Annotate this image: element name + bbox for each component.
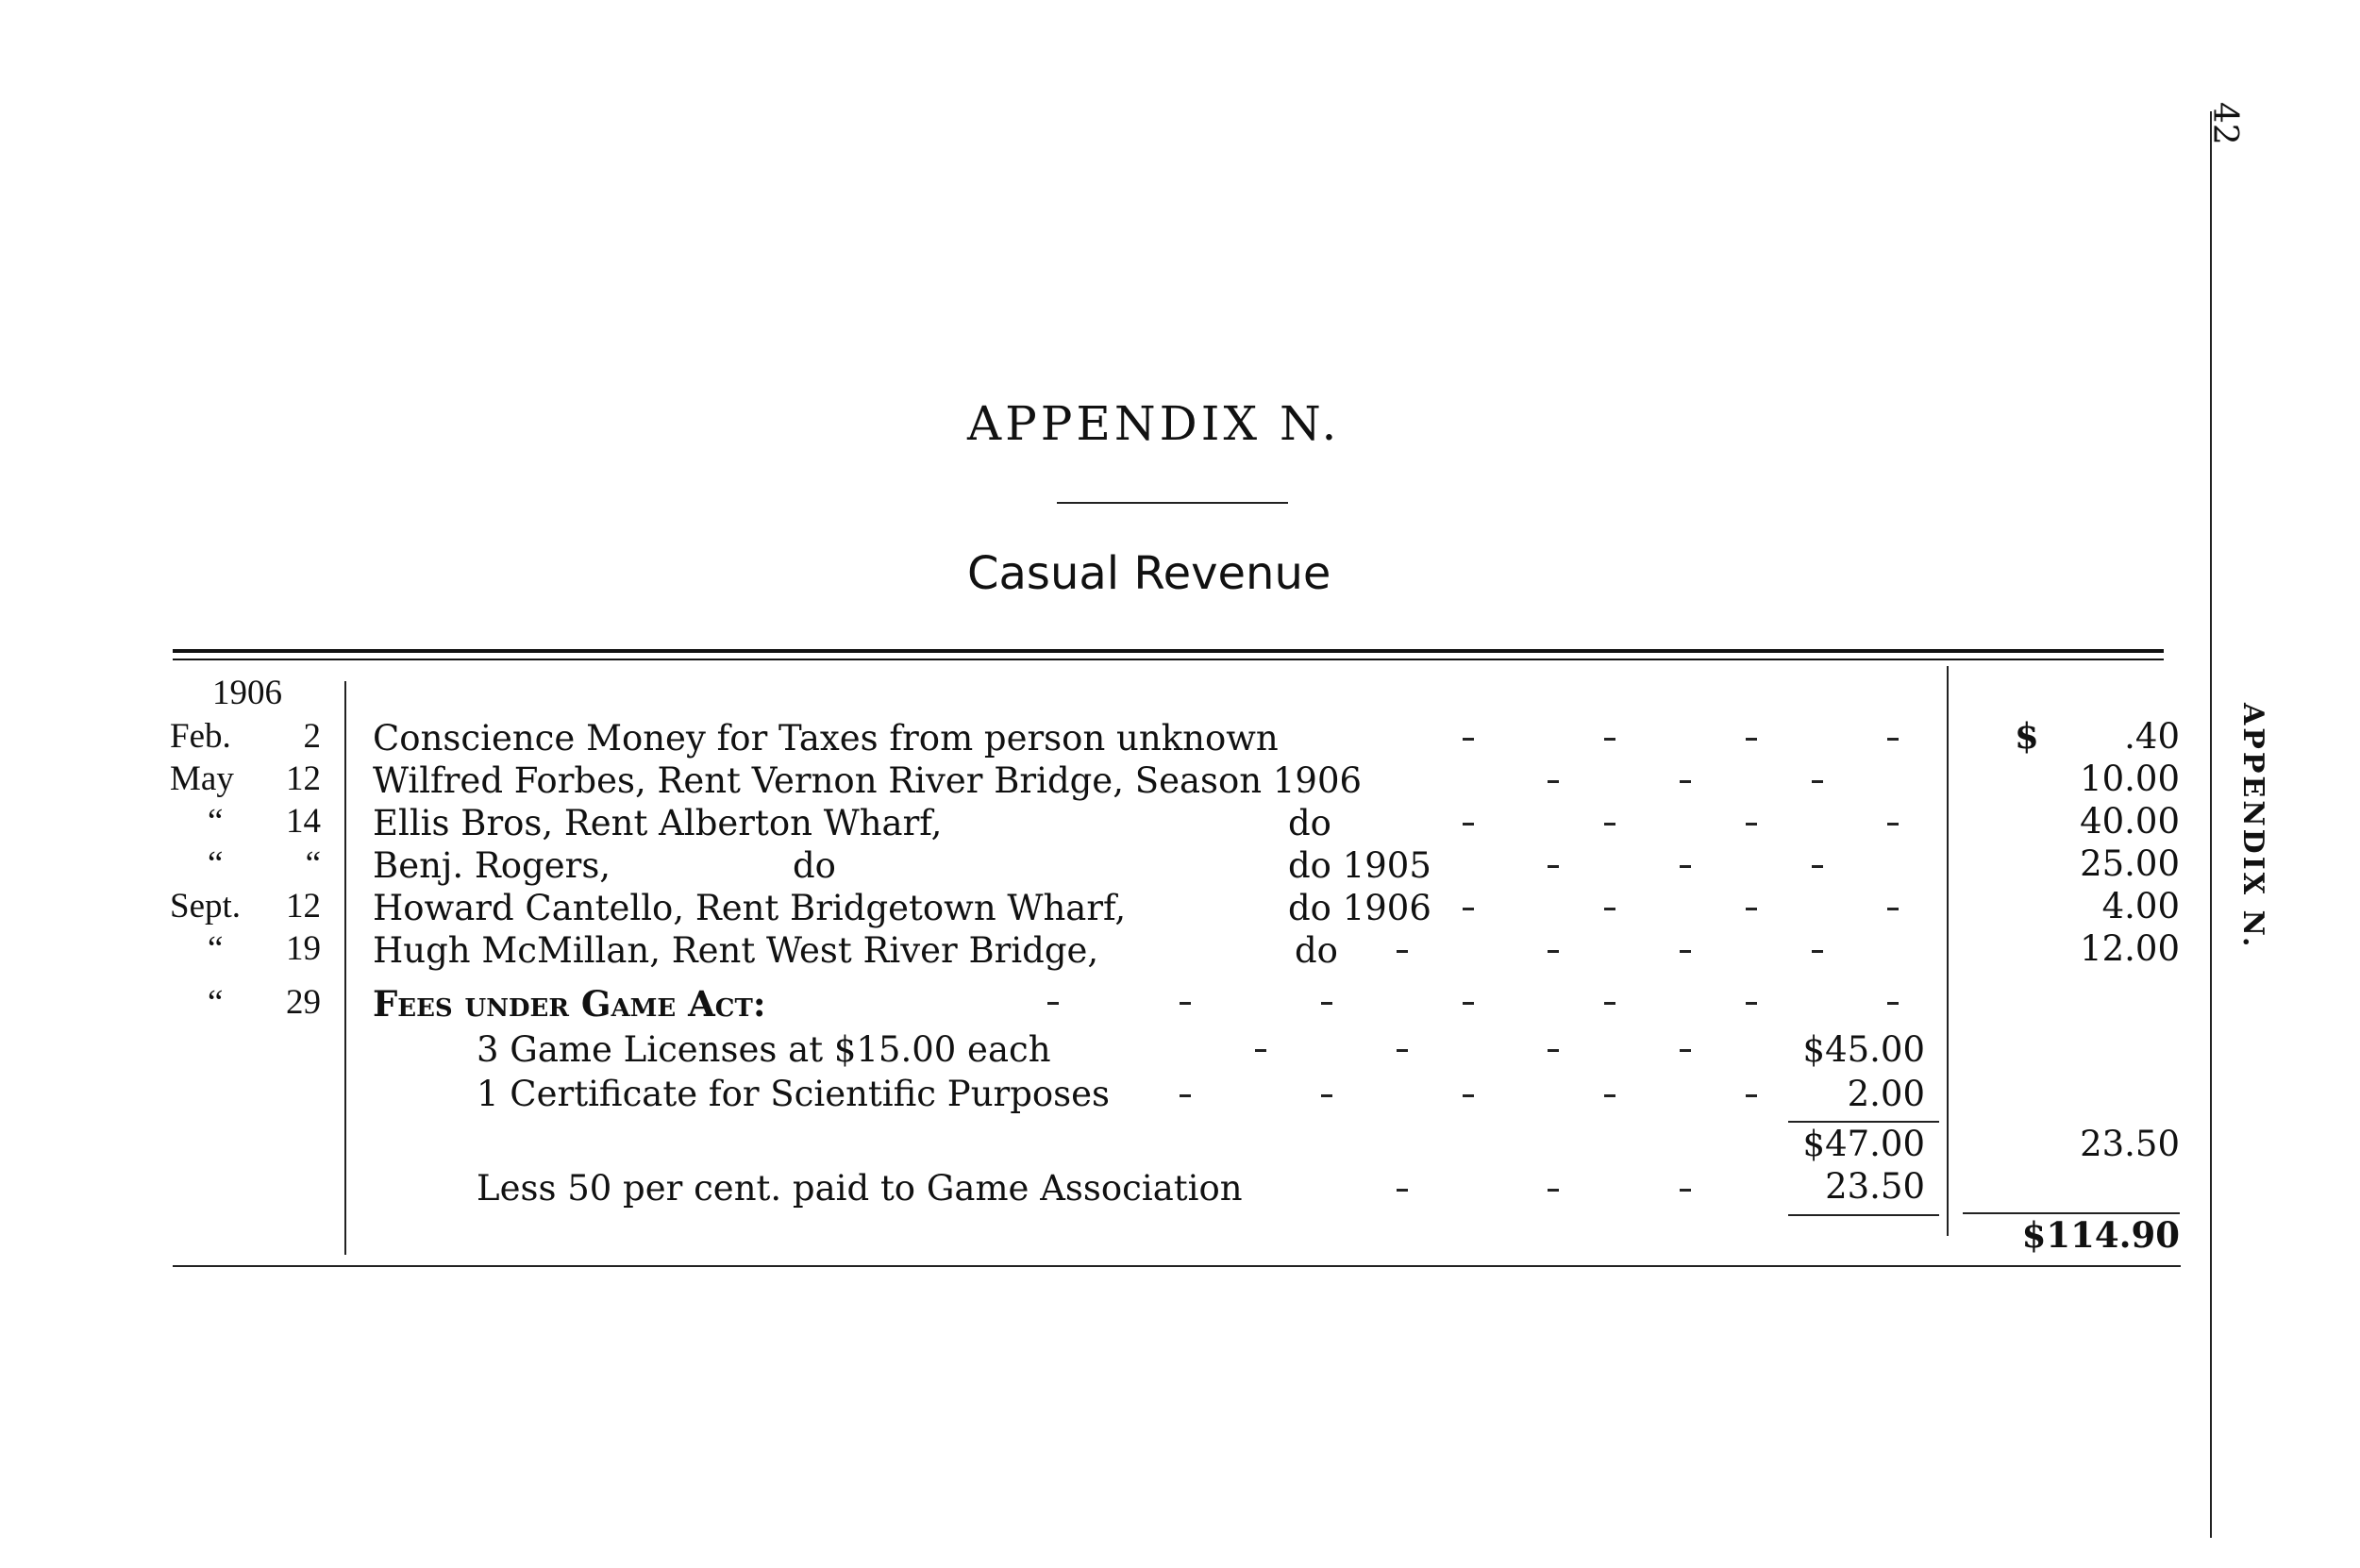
- leader-dash: [1321, 1094, 1332, 1097]
- table-bottom-rule: [173, 1265, 2181, 1267]
- row-amount: 12.00: [2080, 928, 2180, 969]
- row-day: 12: [286, 759, 321, 798]
- section-heading: Fees under Game Act:: [373, 983, 766, 1025]
- leader-dash: [1463, 823, 1474, 826]
- leader-dash: [1397, 950, 1408, 953]
- table-top-rule-thin: [173, 659, 2164, 660]
- less-rule: [1788, 1214, 1939, 1216]
- leader-dash: [1746, 823, 1757, 826]
- leader-dash: [1548, 1189, 1559, 1192]
- leader-dash: [1255, 1049, 1266, 1052]
- row-month: “: [208, 983, 224, 1022]
- row-month: Sept.: [170, 887, 242, 926]
- leader-dash: [1463, 1002, 1474, 1005]
- row-ref: do: [1288, 803, 1331, 843]
- page-title: APPENDIX N.: [967, 396, 1341, 451]
- row-day: “: [305, 844, 321, 883]
- row-month: “: [208, 802, 224, 841]
- less-amount: 23.50: [1825, 1166, 1925, 1207]
- leader-dash: [1746, 1094, 1757, 1097]
- leader-dash: [1604, 1094, 1615, 1097]
- leader-dash: [1180, 1002, 1191, 1005]
- side-heading: APPENDIX N.: [2236, 703, 2269, 950]
- game-item-description: 1 Certificate for Scientific Purposes: [477, 1074, 1111, 1114]
- game-item-description: 3 Game Licenses at $15.00 each: [477, 1029, 1051, 1070]
- leader-dash: [1680, 950, 1691, 953]
- leader-dash: [1680, 1049, 1691, 1052]
- row-month: “: [208, 844, 224, 883]
- row-ref: do: [1295, 930, 1338, 971]
- row-ref: do 1906: [1288, 888, 1431, 928]
- row-ditto: do: [793, 845, 836, 886]
- leader-dash: [1548, 865, 1559, 868]
- row-month: May: [170, 759, 234, 798]
- row-day: 12: [286, 887, 321, 926]
- row-description: Howard Cantello, Rent Bridgetown Wharf,: [373, 888, 1127, 928]
- leader-dash: [1680, 1189, 1691, 1192]
- leader-dash: [1812, 865, 1823, 868]
- leader-dash: [1887, 1002, 1899, 1005]
- leader-dash: [1397, 1049, 1408, 1052]
- amount-column-divider: [1947, 666, 1949, 1236]
- row-day: 29: [286, 983, 321, 1022]
- leader-dash: [1604, 738, 1615, 741]
- currency-symbol: $: [2015, 715, 2039, 757]
- game-item-amount: $45.00: [1802, 1029, 1925, 1070]
- year-header: 1906: [212, 674, 282, 712]
- row-ref: do 1905: [1288, 845, 1431, 886]
- page-subtitle: Casual Revenue: [967, 547, 1331, 600]
- row-month: “: [208, 929, 224, 968]
- row-description: Ellis Bros, Rent Alberton Wharf,: [373, 803, 943, 843]
- leader-dash: [1548, 780, 1559, 783]
- less-description: Less 50 per cent. paid to Game Association: [477, 1168, 1243, 1209]
- leader-dash: [1812, 950, 1823, 953]
- row-description: Benj. Rogers,: [373, 845, 611, 886]
- leader-dash: [1463, 1094, 1474, 1097]
- leader-dash: [1397, 1189, 1408, 1192]
- row-month: Feb.: [170, 717, 231, 756]
- leader-dash: [1746, 908, 1757, 910]
- row-amount: 4.00: [2101, 886, 2180, 926]
- leader-dash: [1812, 780, 1823, 783]
- margin-rule: [2210, 111, 2212, 1538]
- leader-dash: [1604, 1002, 1615, 1005]
- row-day: 14: [286, 802, 321, 841]
- leader-dash: [1887, 823, 1899, 826]
- leader-dash: [1887, 908, 1899, 910]
- leader-dash: [1047, 1002, 1059, 1005]
- row-description: Conscience Money for Taxes from person unknown: [373, 718, 1279, 759]
- leader-dash: [1887, 738, 1899, 741]
- row-amount: 10.00: [2080, 759, 2180, 799]
- leader-dash: [1463, 908, 1474, 910]
- table-top-rule: [173, 649, 2164, 653]
- leader-dash: [1680, 865, 1691, 868]
- grand-total: $114.90: [2021, 1214, 2180, 1256]
- page-number: 42: [2205, 102, 2244, 145]
- leader-dash: [1548, 1049, 1559, 1052]
- row-day: 19: [286, 929, 321, 968]
- leader-dash: [1746, 738, 1757, 741]
- subtotal-amount: $47.00: [1802, 1124, 1925, 1164]
- game-item-amount: 2.00: [1847, 1074, 1925, 1114]
- leader-dash: [1548, 950, 1559, 953]
- row-day: 2: [303, 717, 321, 756]
- row-amount: 25.00: [2080, 843, 2180, 884]
- leader-dash: [1680, 780, 1691, 783]
- row-amount: 40.00: [2080, 801, 2180, 842]
- leader-dash: [1604, 823, 1615, 826]
- leader-dash: [1180, 1094, 1191, 1097]
- title-divider: [1057, 502, 1288, 504]
- game-net-amount: 23.50: [2080, 1124, 2180, 1164]
- leader-dash: [1604, 908, 1615, 910]
- date-column-divider: [344, 681, 346, 1255]
- row-description: Wilfred Forbes, Rent Vernon River Bridge, Season 1906: [373, 760, 1363, 801]
- leader-dash: [1463, 738, 1474, 741]
- row-description: Hugh McMillan, Rent West River Bridge,: [373, 930, 1099, 971]
- leader-dash: [1321, 1002, 1332, 1005]
- leader-dash: [1746, 1002, 1757, 1005]
- row-amount: .40: [2124, 716, 2180, 757]
